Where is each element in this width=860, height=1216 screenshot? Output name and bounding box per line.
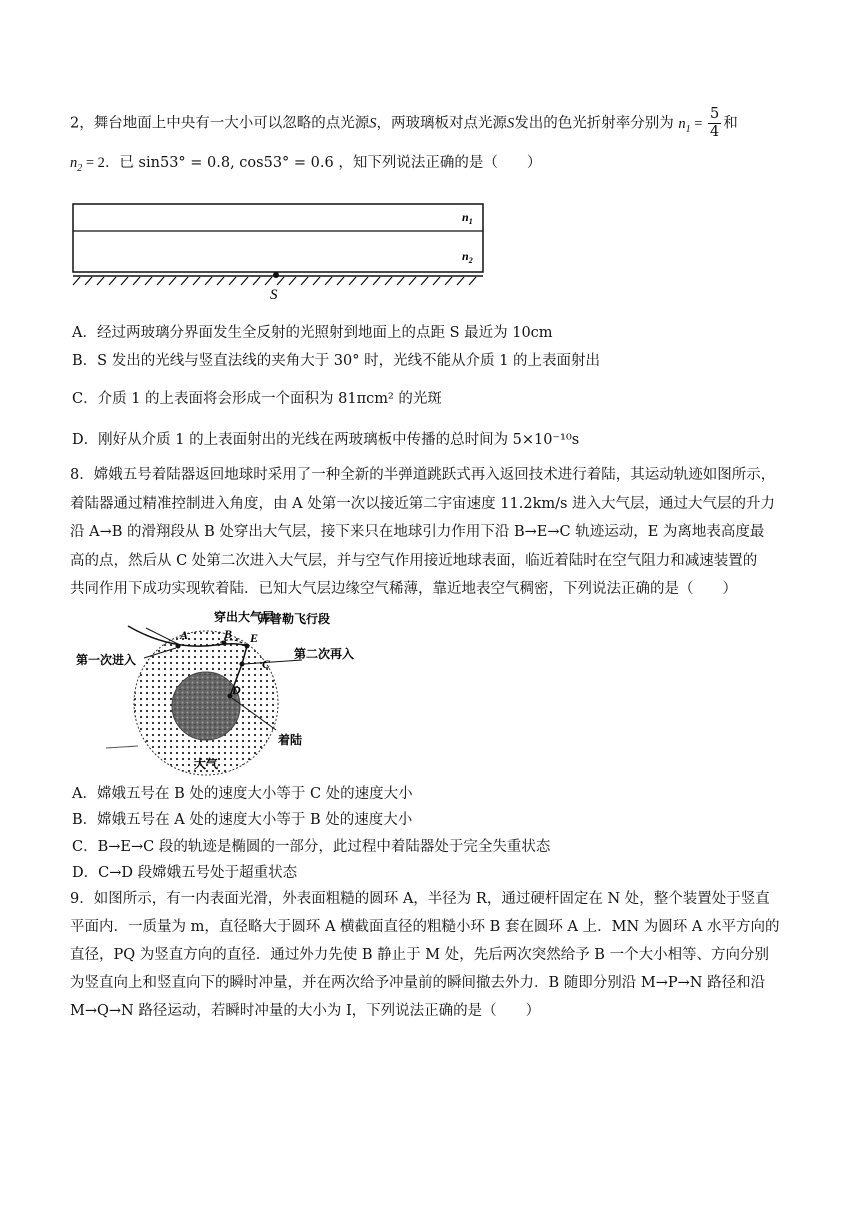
hatch-stroke — [157, 277, 164, 285]
hatch-stroke — [361, 277, 368, 285]
hatch-stroke — [241, 277, 248, 285]
hatch-stroke — [325, 277, 332, 285]
q8-stem-line5: 共同作用下成功实现软着陆．已知大气层边缘空气稀薄，靠近地表空气稠密，下列说法正确的是（ ） — [70, 581, 737, 597]
q8-option-a: A．嫦娥五号在 B 处的速度大小等于 C 处的速度大小 — [72, 786, 413, 802]
hatch-stroke — [337, 277, 344, 285]
hatch-stroke — [445, 277, 452, 285]
hatch-stroke — [73, 277, 80, 285]
q8-point-a — [176, 644, 181, 649]
q8-point-c — [240, 662, 245, 667]
hatch-stroke — [217, 277, 224, 285]
hatch-stroke — [169, 277, 176, 285]
q8-stem-line2: 着陆器通过精准控制进入角度，由 A 处第一次以接近第二宇宙速度 11.2km/s 进入大气层，通过大气层的升力 — [70, 496, 776, 512]
hatch-stroke — [373, 277, 380, 285]
q8-label-second-entry: 第二次再入 — [294, 647, 355, 661]
q8-point-e — [245, 644, 250, 649]
q8-option-c: C．B→E→C 段的轨迹是椭圆的一部分，此过程中着陆器处于完全失重状态 — [72, 839, 551, 855]
q8-label-first-entry: 第一次进入 — [76, 653, 137, 667]
q2-option-d: D．刚好从介质 1 的上表面射出的光线在两玻璃板中传播的总时间为 5×10⁻¹⁰s — [72, 432, 580, 448]
hatch-stroke — [205, 277, 212, 285]
q2-stem-line2 — [70, 153, 541, 179]
q2-stem-text-a: 2，舞台地面上中央有一大小可以忽略的点光源 — [70, 115, 370, 132]
q8-stem-line1: 8．嫦娥五号着陆器返回地球时采用了一种全新的半弹道跳跃式再入返回技术进行着陆，其运动轨迹如图所示， — [70, 467, 776, 483]
q8-point-b — [222, 641, 227, 646]
hatch-stroke — [433, 277, 440, 285]
q2-given-text: ．已 sin53° = 0.8, cos53° = 0.6 ，知下列说法正确的是（ ） — [104, 155, 542, 171]
hatch-stroke — [97, 277, 104, 285]
q8-label-c: C — [262, 657, 271, 671]
q2-glass-plates-figure — [66, 198, 490, 306]
hatch-stroke — [121, 277, 128, 285]
q8-label-d: D — [232, 683, 241, 697]
q8-stem-line3: 沿 A→B 的滑翔段从 B 处穿出大气层，接下来只在地球引力作用下沿 B→E→C 轨迹运动，E 为离地表高度最 — [70, 524, 765, 540]
q2-ground-hatching — [73, 277, 476, 285]
q2-stem-text-b: ，两玻璃板对点光源 — [376, 115, 507, 132]
hatch-stroke — [349, 277, 356, 285]
q9-stem-line1: 9．如图所示，有一内表面光滑，外表面粗糙的圆环 A，半径为 R，通过硬杆固定在 N 处，整个装置处于竖直 — [70, 891, 770, 907]
q2-fig-s-label: S — [270, 287, 278, 303]
q2-and-text: 和 — [723, 115, 738, 132]
q2-plates-outline — [73, 204, 483, 272]
q2-stem-text-c: 发出的色光折射率分别为 — [514, 115, 674, 132]
hatch-stroke — [421, 277, 428, 285]
hatch-stroke — [265, 277, 272, 285]
hatch-stroke — [301, 277, 308, 285]
q8-label-kepler: 开普勒飞行段 — [258, 612, 331, 626]
q9-stem-line5: M→Q→N 路径运动，若瞬时冲量的大小为 I，下列说法正确的是（ ） — [70, 1003, 541, 1019]
q8-label-a: A — [180, 628, 189, 642]
hatch-stroke — [181, 277, 188, 285]
q2-n1-fraction: $\frac{5}{4}$ — [710, 106, 720, 140]
hatch-stroke — [457, 277, 464, 285]
hatch-stroke — [133, 277, 140, 285]
q2-option-b: B．S 发出的光线与竖直法线的夹角大于 30° 时，光线不能从介质 1 的上表面射出 — [72, 353, 601, 369]
q8-option-d: D．C→D 段嫦娥五号处于超重状态 — [72, 865, 298, 881]
q2-source-symbol: S — [369, 115, 377, 132]
hatch-stroke — [409, 277, 416, 285]
q2-option-c: C．介质 1 的上表面将会形成一个面积为 81πcm² 的光斑 — [72, 391, 442, 407]
hatch-stroke — [193, 277, 200, 285]
hatch-stroke — [253, 277, 260, 285]
q2-source-symbol: S — [506, 115, 515, 132]
q8-label-atmosphere: 大气 — [194, 757, 219, 771]
hatch-stroke — [109, 277, 116, 285]
hatch-stroke — [145, 277, 152, 285]
q8-left-edge-mark — [106, 746, 138, 748]
hatch-stroke — [229, 277, 236, 285]
q2-n1-expr: $n_1$ = — [678, 115, 707, 135]
q2-option-a: A．经过两玻璃分界面发生全反射的光照射到地面上的点距 S 最近为 10cm — [72, 325, 553, 341]
q8-label-b: B — [224, 627, 233, 641]
hatch-stroke — [85, 277, 92, 285]
hatch-stroke — [277, 277, 284, 285]
q8-stem-line4: 高的点，然后从 C 处第二次进入大气层，并与空气作用接近地球表面，临近着陆时在空气阻力和减速装置的 — [70, 553, 758, 569]
q8-earth-circle — [172, 672, 240, 740]
q2-stem-line1 — [70, 106, 738, 141]
q8-label-e: E — [250, 631, 259, 645]
q2-fig-n1-label: $n_1$ — [462, 210, 473, 226]
q2-fig-n2-label: $n_2$ — [462, 249, 473, 265]
q2-point-source-dot — [273, 272, 279, 278]
hatch-stroke — [313, 277, 320, 285]
q8-option-b: B．嫦娥五号在 A 处的速度大小等于 B 处的速度大小 — [72, 812, 413, 828]
q8-label-landing: 着陆 — [278, 733, 303, 747]
q9-stem-line3: 直径，PQ 为竖直方向的直径．通过外力先使 B 静止于 M 处，先后两次突然给予 B 一个大小相等、方向分别 — [70, 947, 770, 963]
q2-n2-expr: $n_2 = 2$ — [70, 155, 105, 174]
q9-stem-line2: 平面内．一质量为 m，直径略大于圆环 A 横截面直径的粗糙小环 B 套在圆环 A 上．MN 为圆环 A 水平方向的 — [70, 919, 780, 935]
q8-reentry-figure — [66, 606, 416, 780]
q8-label-exit: 穿出大气层 — [214, 610, 275, 624]
q9-stem-line4: 为竖直向上和竖直向下的瞬时冲量，并在两次给予冲量前的瞬间撤去外力．B 随即分别沿 M→P→N 路径和沿 — [70, 975, 766, 991]
hatch-stroke — [385, 277, 392, 285]
hatch-stroke — [289, 277, 296, 285]
hatch-stroke — [469, 277, 476, 285]
hatch-stroke — [397, 277, 404, 285]
